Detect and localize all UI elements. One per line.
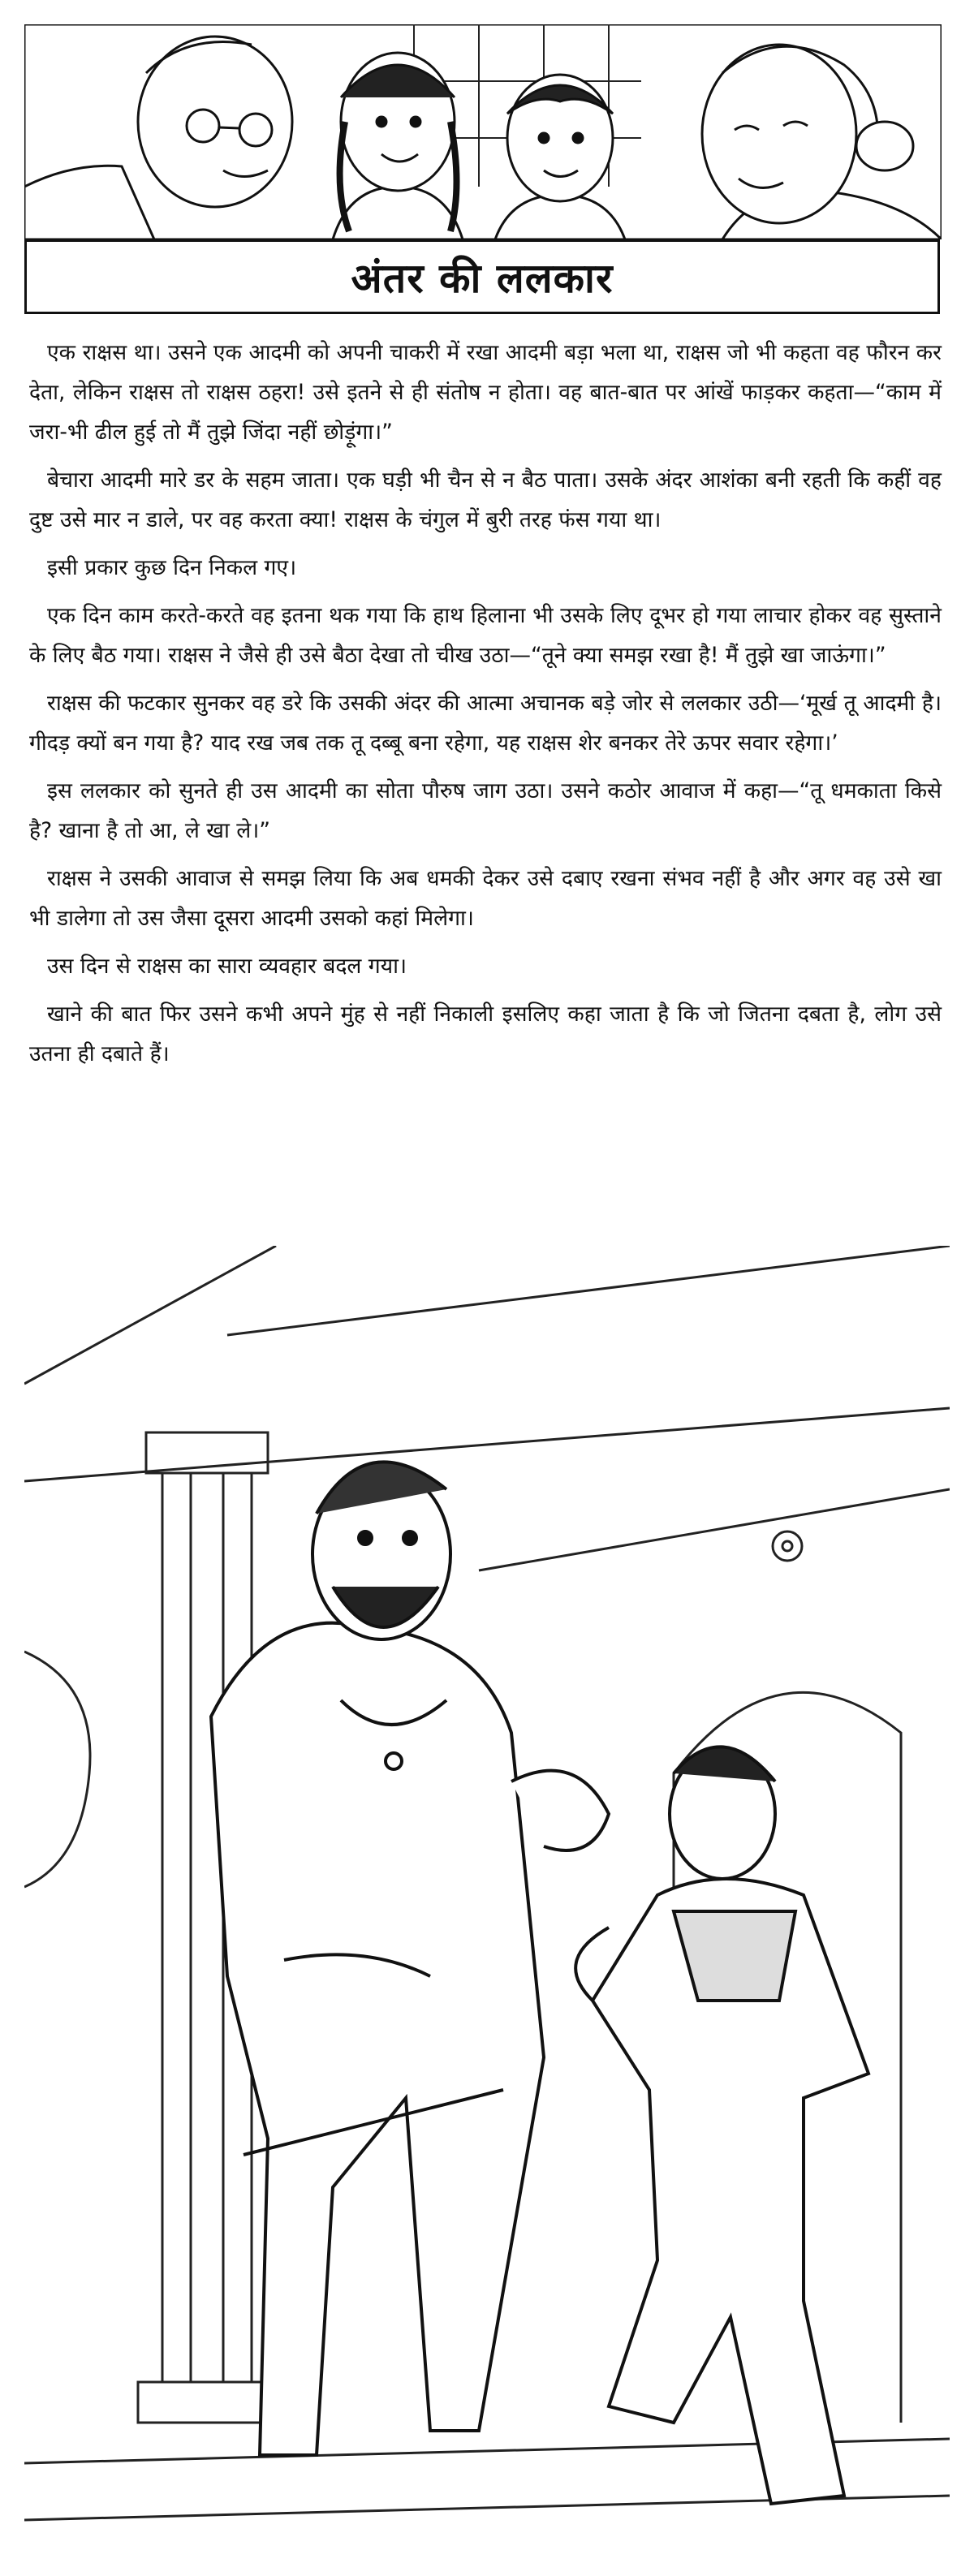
- paragraph: खाने की बात फिर उसने कभी अपने मुंह से नहीं निकाली इसलिए कहा जाता है कि जो जितना दबता है, लोग उसे उतना ही दबाते हैं।: [29, 1002, 942, 1066]
- man-figure: [575, 1747, 868, 2504]
- paragraph: इसी प्रकार कुछ दिन निकल गए।: [47, 555, 297, 580]
- girl-figure: [333, 53, 463, 239]
- paragraph: इस ललकार को सुनते ही उस आदमी का सोता पौरुष जाग उठा। उसने कठोर आवाज में कहा—“तू धमकाता किसे है? खाना है तो आ, ले खा ले।”: [29, 778, 942, 843]
- header-illustration: [24, 24, 942, 239]
- paragraph: राक्षस की फटकार सुनकर वह डरे कि उसकी अंदर की आत्मा अचानक बड़े जोर से ललकार उठी—‘मूर्ख तू आदमी है। गीदड़ क्यों बन गया है? याद रख जब तक तू दब्बू बना रहेगा, यह राक्षस शेर बनकर तेरे ऊपर सवार रहेगा।’: [29, 691, 942, 756]
- boy-figure: [495, 75, 625, 239]
- demon-figure: [211, 1462, 609, 2455]
- title-box: [24, 239, 940, 314]
- paragraph: एक राक्षस था। उसने एक आदमी को अपनी चाकरी में रखा आदमी बड़ा भला था, राक्षस जो भी कहता वह फौरन कर देता, लेकिन राक्षस तो राक्षस ठहरा! उसे इतने से ही संतोष न होता। वह बात-बात पर आंखें फाड़कर कहता—“काम में जरा-भी ढील हुई तो मैं तुझे जिंदा नहीं छोड़ूंगा।”: [29, 340, 942, 445]
- old-woman-figure: [702, 45, 942, 239]
- paragraph: एक दिन काम करते-करते वह इतना थक गया कि हाथ हिलाना भी उसके लिए दूभर हो गया लाचार होकर वह सुस्ताने के लिए बैठ गया। राक्षस ने जैसे ही उसे बैठा देखा तो चीख उठा—“तूने क्या समझ रखा है! मैं तुझे खा जाऊंगा।”: [29, 603, 942, 668]
- old-man-figure: [24, 37, 292, 239]
- paragraph: उस दिन से राक्षस का सारा व्यवहार बदल गया।: [47, 954, 407, 979]
- demon-and-man-illustration: [24, 1246, 950, 2552]
- paragraph: राक्षस ने उसकी आवाज से समझ लिया कि अब धमकी देकर उसे दबाए रखना संभव नहीं है और अगर वह उसे खा भी डालेगा तो उस जैसा दूसरा आदमी उसको कहां मिलेगा।: [29, 866, 942, 931]
- page-title: अंतर की ललकार: [351, 255, 614, 302]
- paragraph: बेचारा आदमी मारे डर के सहम जाता। एक घड़ी भी चैन से न बैठ पाता। उसके अंदर आशंका बनी रहती कि कहीं वह दुष्ट उसे मार न डाले, पर वह करता क्या! राक्षस के चंगुल में बुरी तरह फंस गया था।: [29, 467, 942, 532]
- story-text: [29, 333, 942, 1082]
